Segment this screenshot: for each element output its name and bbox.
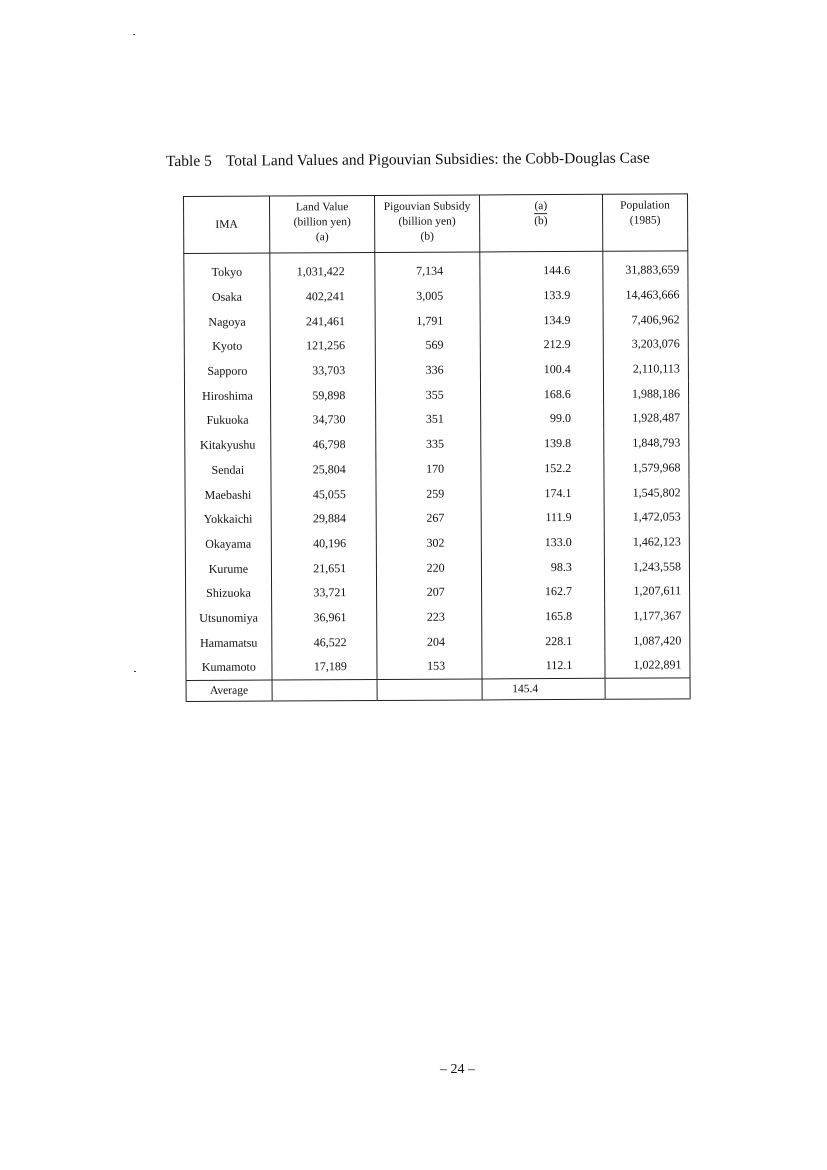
row-land-value: 402,241: [270, 284, 376, 309]
row-ima: Sapporo: [184, 358, 270, 383]
average-subsidy-empty: [377, 679, 481, 701]
row-land-value: 29,884: [271, 506, 377, 531]
row-ima: Okayama: [185, 531, 271, 556]
land-value-table: [183, 193, 691, 701]
header-population: Population (1985): [602, 194, 687, 251]
row-population: 1,022,891: [605, 652, 690, 678]
row-land-value: 59,898: [270, 382, 376, 407]
row-land-value: 45,055: [271, 481, 377, 506]
row-ima: Maebashi: [185, 482, 271, 507]
row-subsidy: 335: [376, 431, 480, 456]
table-body: [184, 251, 690, 680]
table-row: [185, 554, 689, 581]
row-population: 1,848,793: [604, 430, 689, 455]
row-population: 1,928,487: [603, 405, 688, 430]
row-subsidy: 569: [376, 333, 480, 358]
row-land-value: 36,961: [271, 605, 377, 630]
table-row: [184, 331, 688, 358]
table-row: [185, 529, 689, 556]
row-subsidy: 7,134: [375, 252, 479, 284]
row-land-value: 1,031,422: [270, 252, 376, 284]
table-row: [185, 504, 689, 531]
row-subsidy: 355: [376, 382, 480, 407]
row-subsidy: 259: [376, 481, 480, 506]
row-ratio: 228.1: [481, 628, 604, 653]
row-population: 1,462,123: [604, 529, 689, 554]
row-land-value: 34,730: [270, 407, 376, 432]
row-ratio: 168.6: [480, 381, 603, 406]
row-population: 31,883,659: [603, 251, 688, 283]
scan-speck: [134, 671, 136, 672]
table-row: [186, 628, 690, 655]
header-row: [184, 194, 688, 254]
table-row: [185, 455, 689, 482]
row-land-value: 17,189: [272, 654, 378, 680]
row-ima: Yokkaichi: [185, 506, 271, 531]
row-subsidy: 302: [377, 530, 481, 555]
scan-speck: [133, 34, 135, 35]
table-row: [186, 578, 690, 605]
row-subsidy: 170: [376, 456, 480, 481]
row-ratio: 100.4: [480, 357, 603, 382]
row-subsidy: 351: [376, 407, 480, 432]
row-population: 3,203,076: [603, 331, 688, 356]
row-ratio: 212.9: [480, 332, 603, 357]
row-ratio: 134.9: [480, 307, 603, 332]
table-row: [185, 480, 689, 507]
row-ratio: 112.1: [482, 653, 605, 679]
row-population: 1,988,186: [603, 381, 688, 406]
row-ratio: 139.8: [480, 431, 603, 456]
row-ratio: 99.0: [480, 406, 603, 431]
row-land-value: 46,522: [272, 629, 378, 654]
header-land-value: Land Value (billion yen) (a): [269, 195, 375, 253]
row-subsidy: 1,791: [375, 308, 479, 333]
row-ima: Kitakyushu: [185, 432, 271, 457]
row-ratio: 174.1: [481, 480, 604, 505]
row-population: 1,472,053: [604, 504, 689, 529]
row-ima: Kurume: [185, 556, 271, 581]
row-ima: Tokyo: [184, 253, 270, 285]
row-subsidy: 220: [377, 555, 481, 580]
average-pop-empty: [605, 678, 690, 699]
table-number: Table 5: [165, 152, 212, 170]
row-population: 7,406,962: [603, 307, 688, 332]
row-population: 1,177,367: [604, 603, 689, 628]
row-population: 14,463,666: [603, 282, 688, 307]
row-ima: Kyoto: [184, 334, 270, 359]
row-ima: Shizuoka: [186, 580, 272, 605]
row-subsidy: 153: [377, 653, 481, 679]
average-land-empty: [272, 679, 378, 701]
page-number: – 24 –: [440, 1062, 475, 1077]
row-subsidy: 267: [376, 505, 480, 530]
row-subsidy: 223: [377, 604, 481, 629]
header-subsidy: Pigouvian Subsidy (billion yen) (b): [375, 195, 480, 253]
table-title: Total Land Values and Pigouvian Subsidies: the Cobb-Douglas Case: [225, 149, 650, 170]
row-ratio: 162.7: [481, 579, 604, 604]
table-row: [184, 307, 688, 334]
average-label: Average: [186, 680, 272, 701]
row-population: 1,243,558: [604, 554, 689, 579]
table-row: [185, 430, 689, 457]
row-land-value: 33,703: [270, 358, 376, 383]
header-ima: IMA: [184, 196, 270, 253]
table-row: [184, 251, 688, 285]
row-population: 1,579,968: [604, 455, 689, 480]
row-ima: Hamamatsu: [186, 630, 272, 655]
row-subsidy: 204: [377, 629, 481, 654]
row-ratio: 152.2: [481, 455, 604, 480]
row-ratio: 133.0: [481, 529, 604, 554]
table-row: [184, 381, 688, 408]
table-row: [184, 356, 688, 383]
row-ima: Utsunomiya: [186, 605, 272, 630]
average-ratio: 145.4: [482, 678, 605, 700]
row-ratio: 165.8: [481, 603, 604, 628]
row-ratio: 133.9: [480, 282, 603, 307]
row-ima: Hiroshima: [184, 383, 270, 408]
row-land-value: 40,196: [271, 531, 377, 556]
row-subsidy: 3,005: [375, 283, 479, 308]
row-subsidy: 336: [376, 357, 480, 382]
row-land-value: 25,804: [271, 456, 377, 481]
row-land-value: 121,256: [270, 333, 376, 358]
table-row: [185, 405, 689, 432]
row-ima: Nagoya: [184, 309, 270, 334]
row-ima: Fukuoka: [185, 408, 271, 433]
table-caption: [166, 149, 706, 171]
row-land-value: 33,721: [271, 580, 377, 605]
row-ratio: 111.9: [481, 505, 604, 530]
table-row: [186, 652, 690, 680]
row-land-value: 21,651: [271, 555, 377, 580]
row-ima: Sendai: [185, 457, 271, 482]
row-ima: Kumamoto: [186, 655, 272, 681]
table-row: [184, 282, 688, 309]
row-subsidy: 207: [377, 579, 481, 604]
row-land-value: 46,798: [271, 432, 377, 457]
average-row: [186, 678, 690, 702]
row-ratio: 144.6: [479, 251, 602, 283]
row-land-value: 241,461: [270, 308, 376, 333]
header-ratio: (a) (b): [479, 194, 602, 252]
row-population: 1,207,611: [604, 578, 689, 603]
row-population: 1,545,802: [604, 480, 689, 505]
table-row: [186, 603, 690, 630]
row-ratio: 98.3: [481, 554, 604, 579]
row-population: 2,110,113: [603, 356, 688, 381]
row-ima: Osaka: [184, 284, 270, 309]
row-population: 1,087,420: [605, 628, 690, 653]
